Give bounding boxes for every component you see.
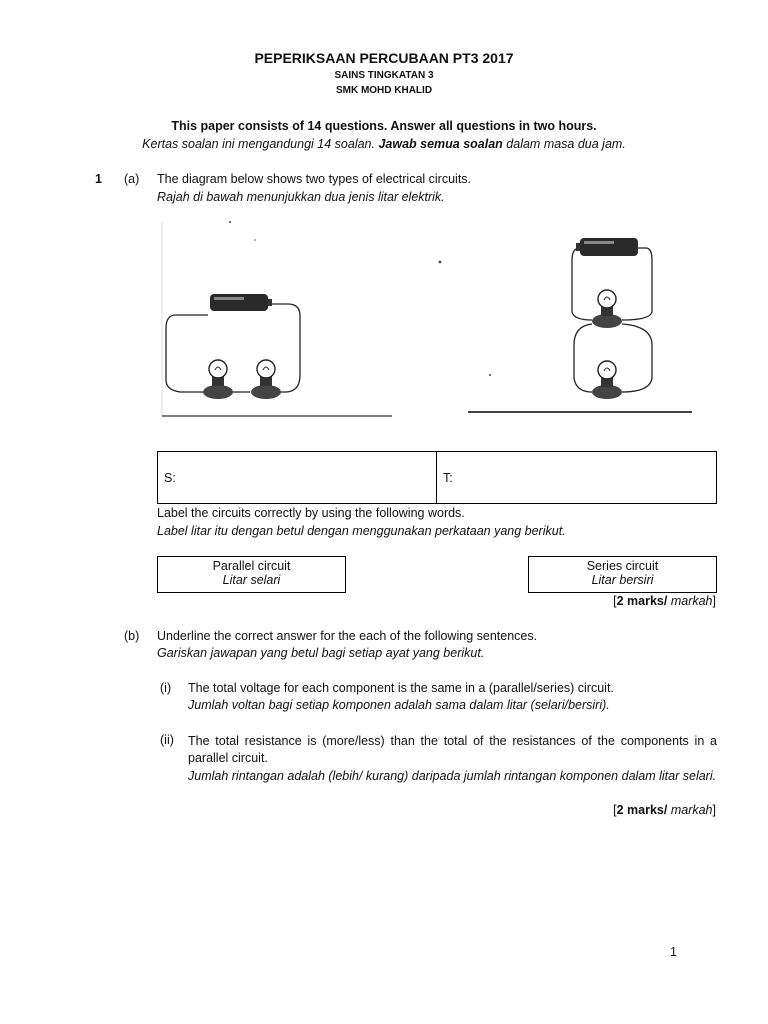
part-b-label: (b)	[124, 629, 140, 643]
marks-malay: markah	[667, 803, 713, 817]
answer-label-s: S:	[164, 471, 176, 485]
question-number: 1	[95, 172, 102, 186]
instructions-malay-bold: Jawab semua soalan	[378, 137, 503, 151]
marks-bracket-open: [	[613, 594, 617, 608]
part-a-stem-english: The diagram below shows two types of electrical circuits.	[157, 172, 472, 186]
instructions-malay-part1: Kertas soalan ini mengandungi 14 soalan.	[142, 137, 379, 151]
part-a-stem-malay: Rajah di bawah menunjukkan dua jenis litar elektrik.	[157, 190, 445, 204]
circuit-diagram	[160, 220, 700, 420]
school-name: SMK MOHD KHALID	[335, 85, 433, 96]
exam-title: PEPERIKSAAN PERCUBAAN PT3 2017	[254, 50, 514, 66]
marks-bracket-open: [	[613, 803, 617, 817]
option-series-malay: Litar bersiri	[591, 573, 654, 587]
bulb-icon	[592, 361, 622, 399]
marks-malay: markah	[667, 594, 713, 608]
marks-value: 2 marks/	[616, 803, 668, 817]
battery-icon	[210, 294, 272, 311]
label-instruction-malay: Label litar itu dengan betul dengan menggunakan perkataan yang berikut.	[157, 524, 566, 538]
item-i-label: (i)	[160, 681, 172, 695]
instructions-malay	[0, 137, 768, 151]
marks-value: 2 marks/	[616, 594, 668, 608]
item-i-malay: Jumlah voltan bagi setiap komponen adalah sama dalam litar (selari/bersiri).	[188, 698, 610, 712]
answer-table-divider	[436, 452, 437, 503]
part-b-stem-english: Underline the correct answer for the each of the following sentences.	[157, 629, 538, 643]
item-i-english: The total voltage for each component is the same in a (parallel/series) circuit.	[188, 681, 614, 695]
item-ii-english: The total resistance is (more/less) than the total of the resistances of the components in a parallel circuit.	[188, 734, 717, 765]
circuit-s	[166, 294, 300, 399]
part-a-label: (a)	[124, 172, 140, 186]
option-parallel-english: Parallel circuit	[212, 559, 291, 573]
instructions-english: This paper consists of 14 questions. Answer all questions in two hours.	[171, 119, 597, 133]
circuit-t	[572, 238, 652, 399]
item-ii-malay: Jumlah rintangan adalah (lebih/ kurang) daripada jumlah rintangan komponen dalam litar selari.	[188, 769, 717, 783]
marks-b	[613, 803, 716, 817]
marks-a	[613, 594, 716, 608]
bulb-icon	[251, 360, 281, 399]
bulb-icon	[203, 360, 233, 399]
battery-icon	[576, 238, 638, 256]
exam-subject: SAINS TINGKATAN 3	[334, 70, 434, 81]
bulb-icon	[592, 290, 622, 328]
item-ii-label: (ii)	[160, 733, 174, 747]
option-box-parallel	[157, 556, 346, 593]
instructions-malay-part2: dalam masa dua jam.	[502, 137, 626, 151]
label-instruction-english: Label the circuits correctly by using the following words.	[157, 506, 465, 520]
page-number: 1	[670, 945, 677, 959]
answer-table	[157, 451, 717, 504]
option-parallel-malay: Litar selari	[222, 573, 281, 587]
option-series-english: Series circuit	[586, 559, 659, 573]
part-b-stem-malay: Gariskan jawapan yang betul bagi setiap ayat yang berikut.	[157, 646, 485, 660]
answer-label-t: T:	[443, 471, 453, 485]
option-box-series	[528, 556, 717, 593]
marks-bracket-close: ]	[712, 594, 716, 608]
marks-bracket-close: ]	[712, 803, 716, 817]
